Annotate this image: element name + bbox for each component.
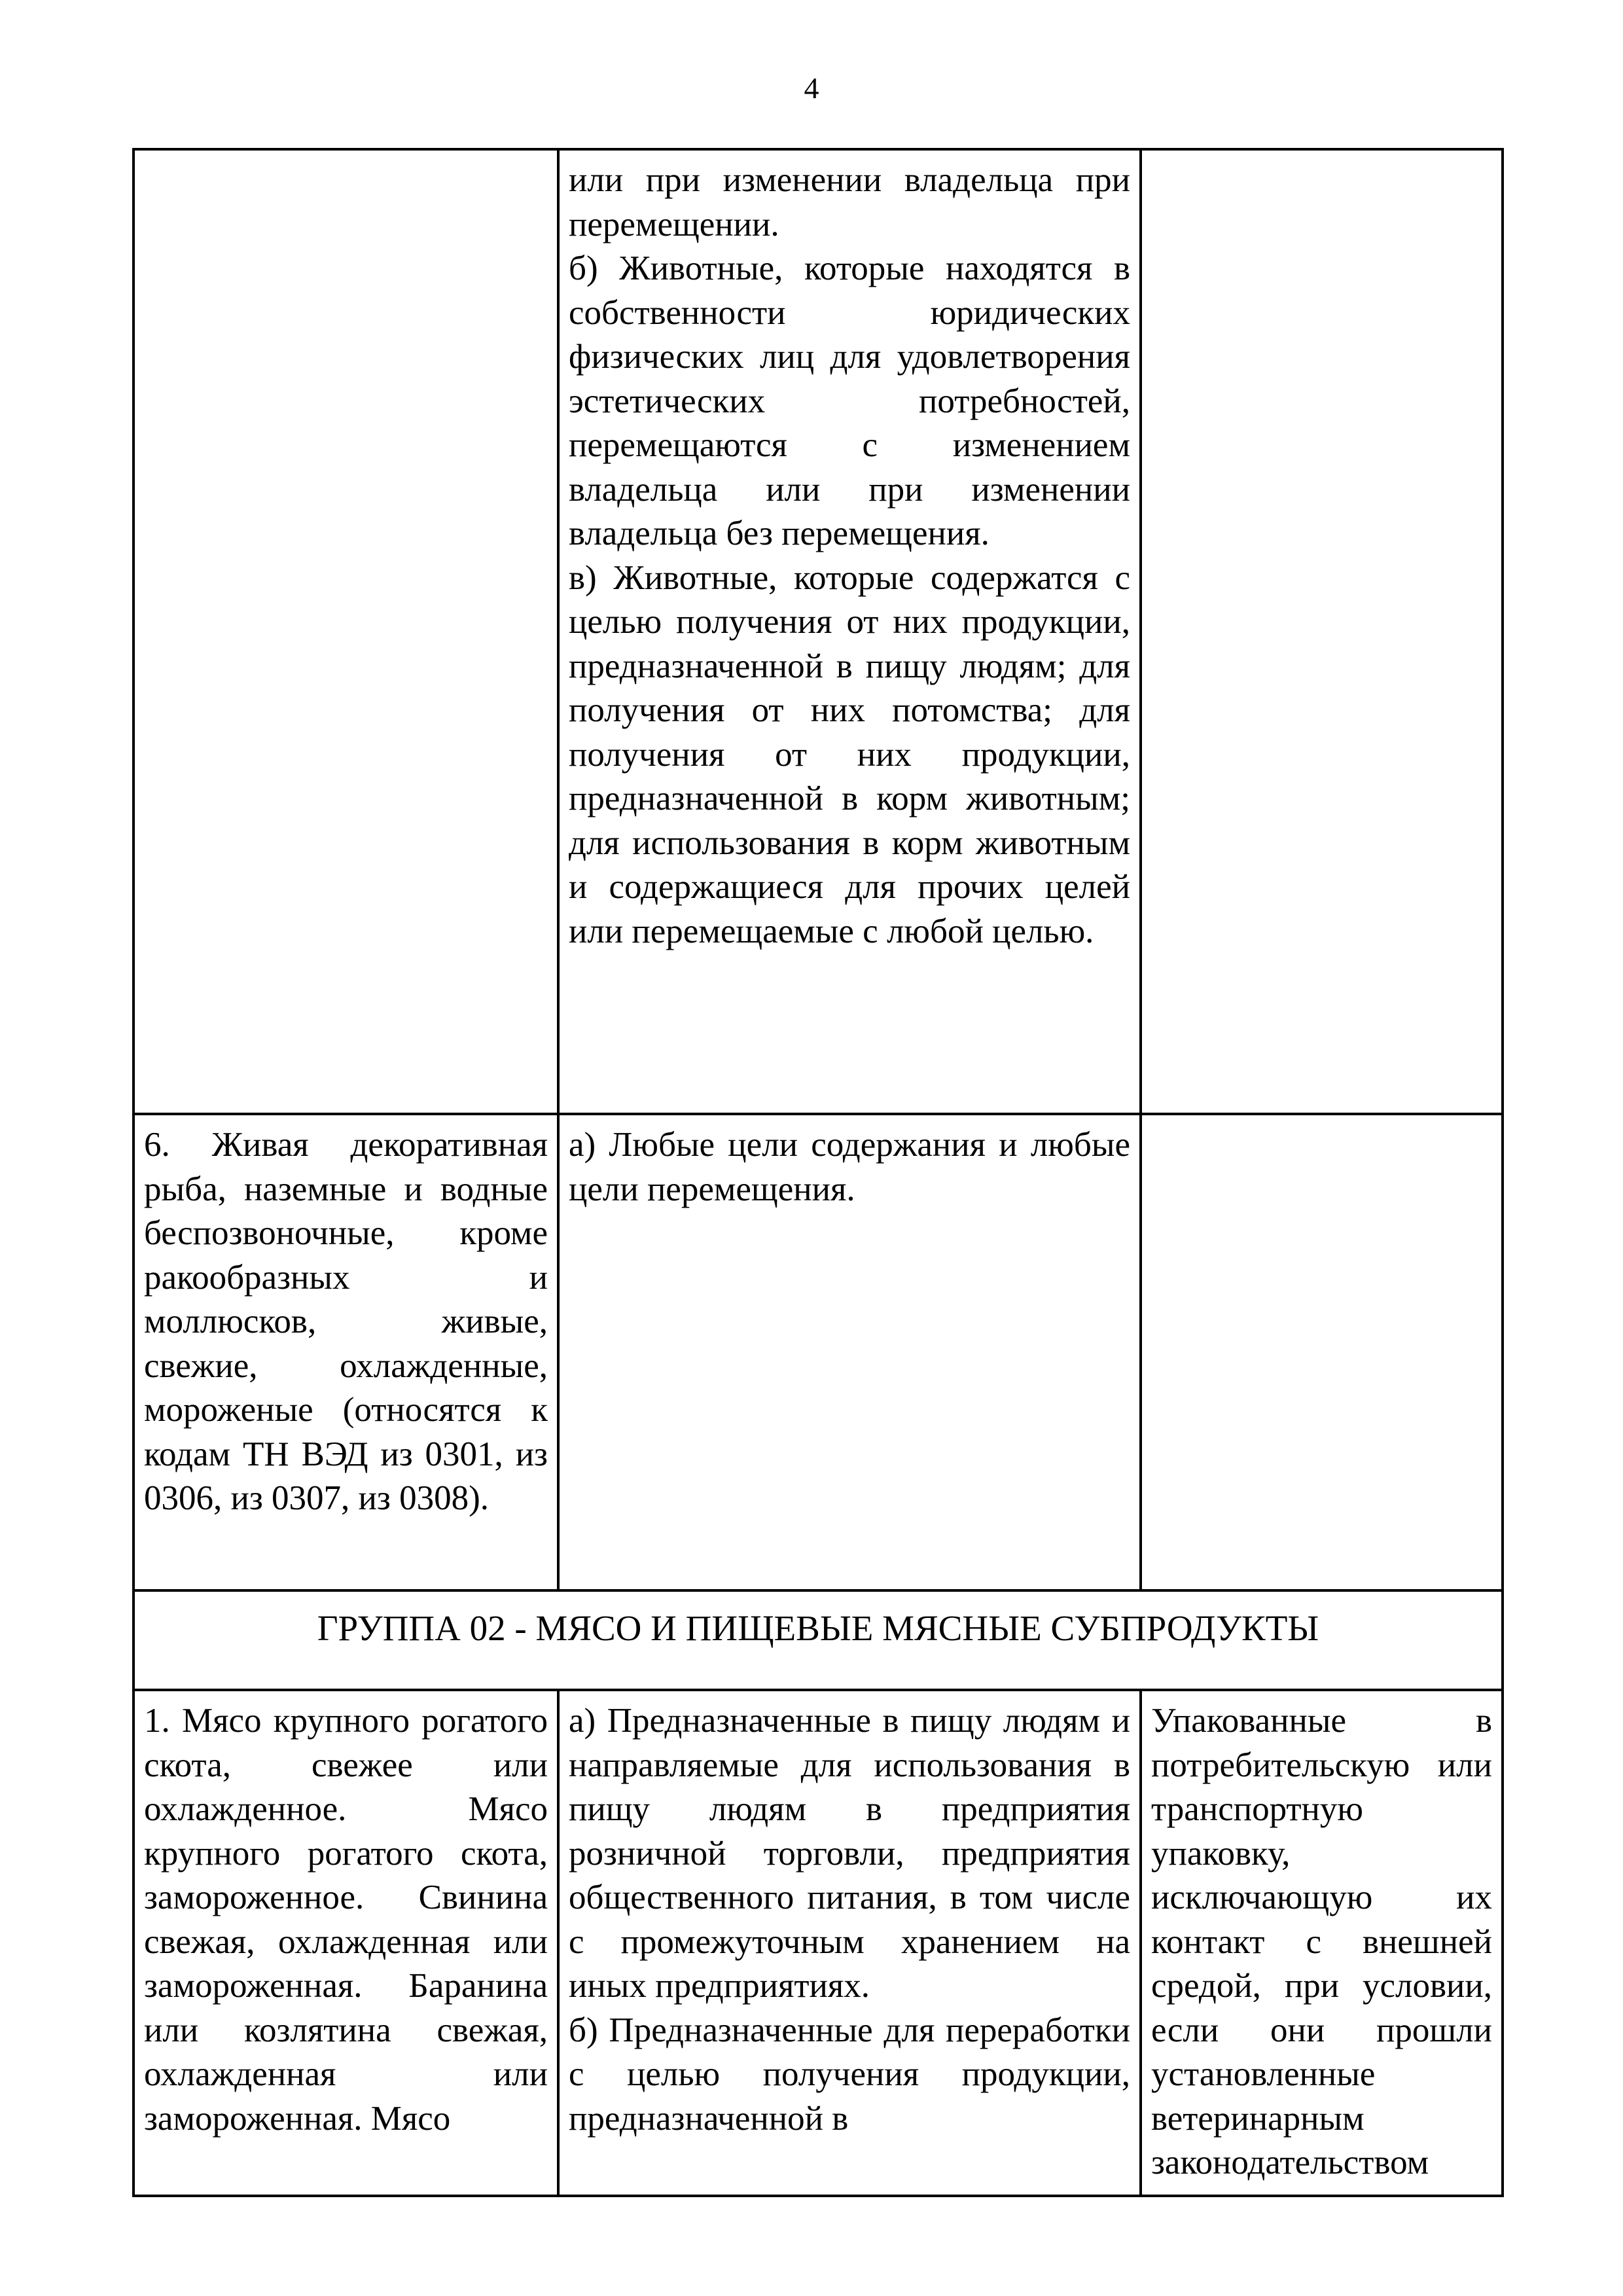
regulation-table [132,148,1504,2197]
cell-purpose [558,1114,1141,1590]
cell-product [134,1114,558,1590]
cell-condition [1141,1114,1503,1590]
cell-purpose [558,149,1141,1114]
paragraph: б) Животные, которые находятся в собственности юридических физических лиц для удовлетворения эстетических потребностей, перемещаются с изменением владельца или при изменении владельца без перемещения. [569,249,1130,552]
table-row [134,149,1503,1114]
cell-purpose [558,1690,1141,2196]
group-header-row [134,1590,1503,1690]
paragraph: или при изменении владельца при перемещении. [569,161,1130,243]
cell-product [134,1690,558,2196]
group-header: ГРУППА 02 - МЯСО И ПИЩЕВЫЕ МЯСНЫЕ СУБПРОДУКТЫ [134,1590,1503,1690]
page-number: 4 [804,71,819,105]
table-row [134,1690,1503,2196]
paragraph: а) Любые цели содержания и любые цели перемещения. [569,1126,1130,1208]
cell-condition [1141,1690,1503,2196]
table-row [134,1114,1503,1590]
paragraph: 1. Мясо крупного рогатого скота, свежее или охлажденное. Мясо крупного рогатого скота, замороженное. Свинина свежая, охлажденная или замороженная. Баранина или козлятина свежая, охлажденная или замороженная. Мясо [144,1702,548,2138]
cell-condition [1141,149,1503,1114]
paragraph: в) Животные, которые содержатся с целью получения от них продукции, предназначенной в пищу людям; для получения от них потомства; для получения от них продукции, предназначенной в корм животным; для использования в корм животным и содержащиеся для прочих целей или перемещаемые с любой целью. [569,558,1130,950]
paragraph: а) Предназначенные в пищу людям и направляемые для использования в пищу людям в предприятия розничной торговли, предприятия общественного питания, в том числе с промежуточным хранением на иных предприятиях. [569,1702,1130,2005]
cell-product [134,149,558,1114]
paragraph: Упакованные в потребительскую или транспортную упаковку, исключающую их контакт с внешней средой, при условии, если они прошли установленные ветеринарным законодательством [1151,1702,1492,2181]
paragraph: б) Предназначенные для переработки с целью получения продукции, предназначенной в [569,2011,1130,2138]
paragraph: 6. Живая декоративная рыба, наземные и водные беспозвоночные, кроме ракообразных и моллюсков, живые, свежие, охлажденные, мороженые (относятся к кодам ТН ВЭД из 0301, из 0306, из 0307, из 0308). [144,1126,548,1517]
